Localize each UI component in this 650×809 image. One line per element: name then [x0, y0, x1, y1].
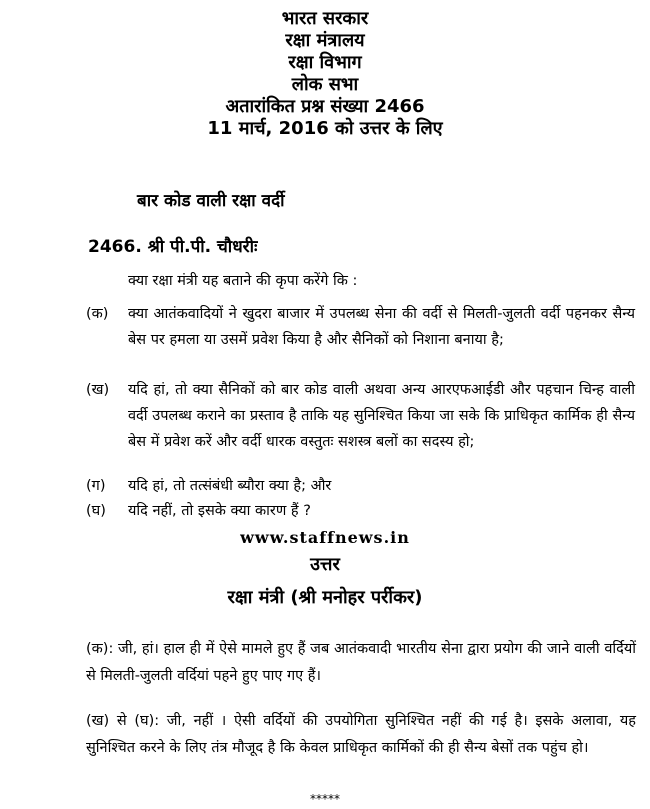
- item-label-ga: (ग): [86, 478, 106, 494]
- question-member: 2466. श्री पी.पी. चौधरीः: [88, 237, 258, 257]
- item-label-ka: (क): [86, 306, 109, 322]
- answer-minister: रक्षा मंत्री (श्री मनोहर पर्रीकर): [227, 587, 423, 608]
- header-answer-date: 11 मार्च, 2016 को उत्तर के लिए: [207, 118, 443, 139]
- item-label-gha: (घ): [86, 503, 106, 519]
- item-label-kha: (ख): [86, 382, 110, 398]
- header-question-no: अतारांकित प्रश्न संख्या 2466: [225, 96, 425, 117]
- answer-para-1: (क): जी, हां। हाल ही में ऐसे मामले हुए हैं जब आतंकवादी भारतीय सेना द्वारा प्रयोग की जाने वाली वर्दियों से मिलती-जुलती वर्दियां पहने हुए पाए गए हैं।: [86, 641, 636, 684]
- header-house: लोक सभा: [291, 74, 359, 95]
- end-mark: *****: [310, 792, 340, 806]
- subject-title: बार कोड वाली रक्षा वर्दी: [137, 191, 285, 211]
- item-text-ga: यदि हां, तो तत्संबंधी ब्यौरा क्या है; और: [128, 478, 332, 494]
- item-text-ka: क्या आतंकवादियों ने खुदरा बाजार में उपलब्ध सेना की वर्दी से मिलती-जुलती वर्दी पहनकर सैन्य बेस पर हमला या उसमें प्रवेश किया है और सैनिकों को निशाना बनाया है;: [128, 306, 635, 348]
- item-text-gha: यदि नहीं, तो इसके क्या कारण हैं ?: [128, 503, 311, 519]
- answer-para-2: (ख) से (घ): जी, नहीं । ऐसी वर्दियों की उपयोगिता सुनिश्चित नहीं की गई है। इसके अलावा, यह सुनिश्चित करने के लिए तंत्र मौजूद है कि केवल प्राधिकृत कार्मिकों की ही सैन्य बेसों तक पहुंच हो।: [86, 713, 636, 756]
- question-intro: क्या रक्षा मंत्री यह बताने की कृपा करेंगे कि :: [128, 273, 358, 289]
- item-text-kha: यदि हां, तो क्या सैनिकों को बार कोड वाली अथवा अन्य आरएफआईडी और पहचान चिन्ह वाली वर्दी उपलब्ध कराने का प्रस्ताव है ताकि यह सुनिश्चित किया जा सके कि प्राधिकृत कार्मिक ही सैन्य बेस में प्रवेश करें और वर्दी धारक वस्तुतः सशस्त्र बलों का सदस्य हो;: [128, 382, 635, 450]
- watermark-text: www.staffnews.in: [240, 528, 410, 547]
- header-govt: भारत सरकार: [281, 8, 369, 29]
- answer-heading: उत्तर: [310, 554, 340, 575]
- header-department: रक्षा विभाग: [288, 52, 362, 73]
- header-ministry: रक्षा मंत्रालय: [285, 30, 365, 51]
